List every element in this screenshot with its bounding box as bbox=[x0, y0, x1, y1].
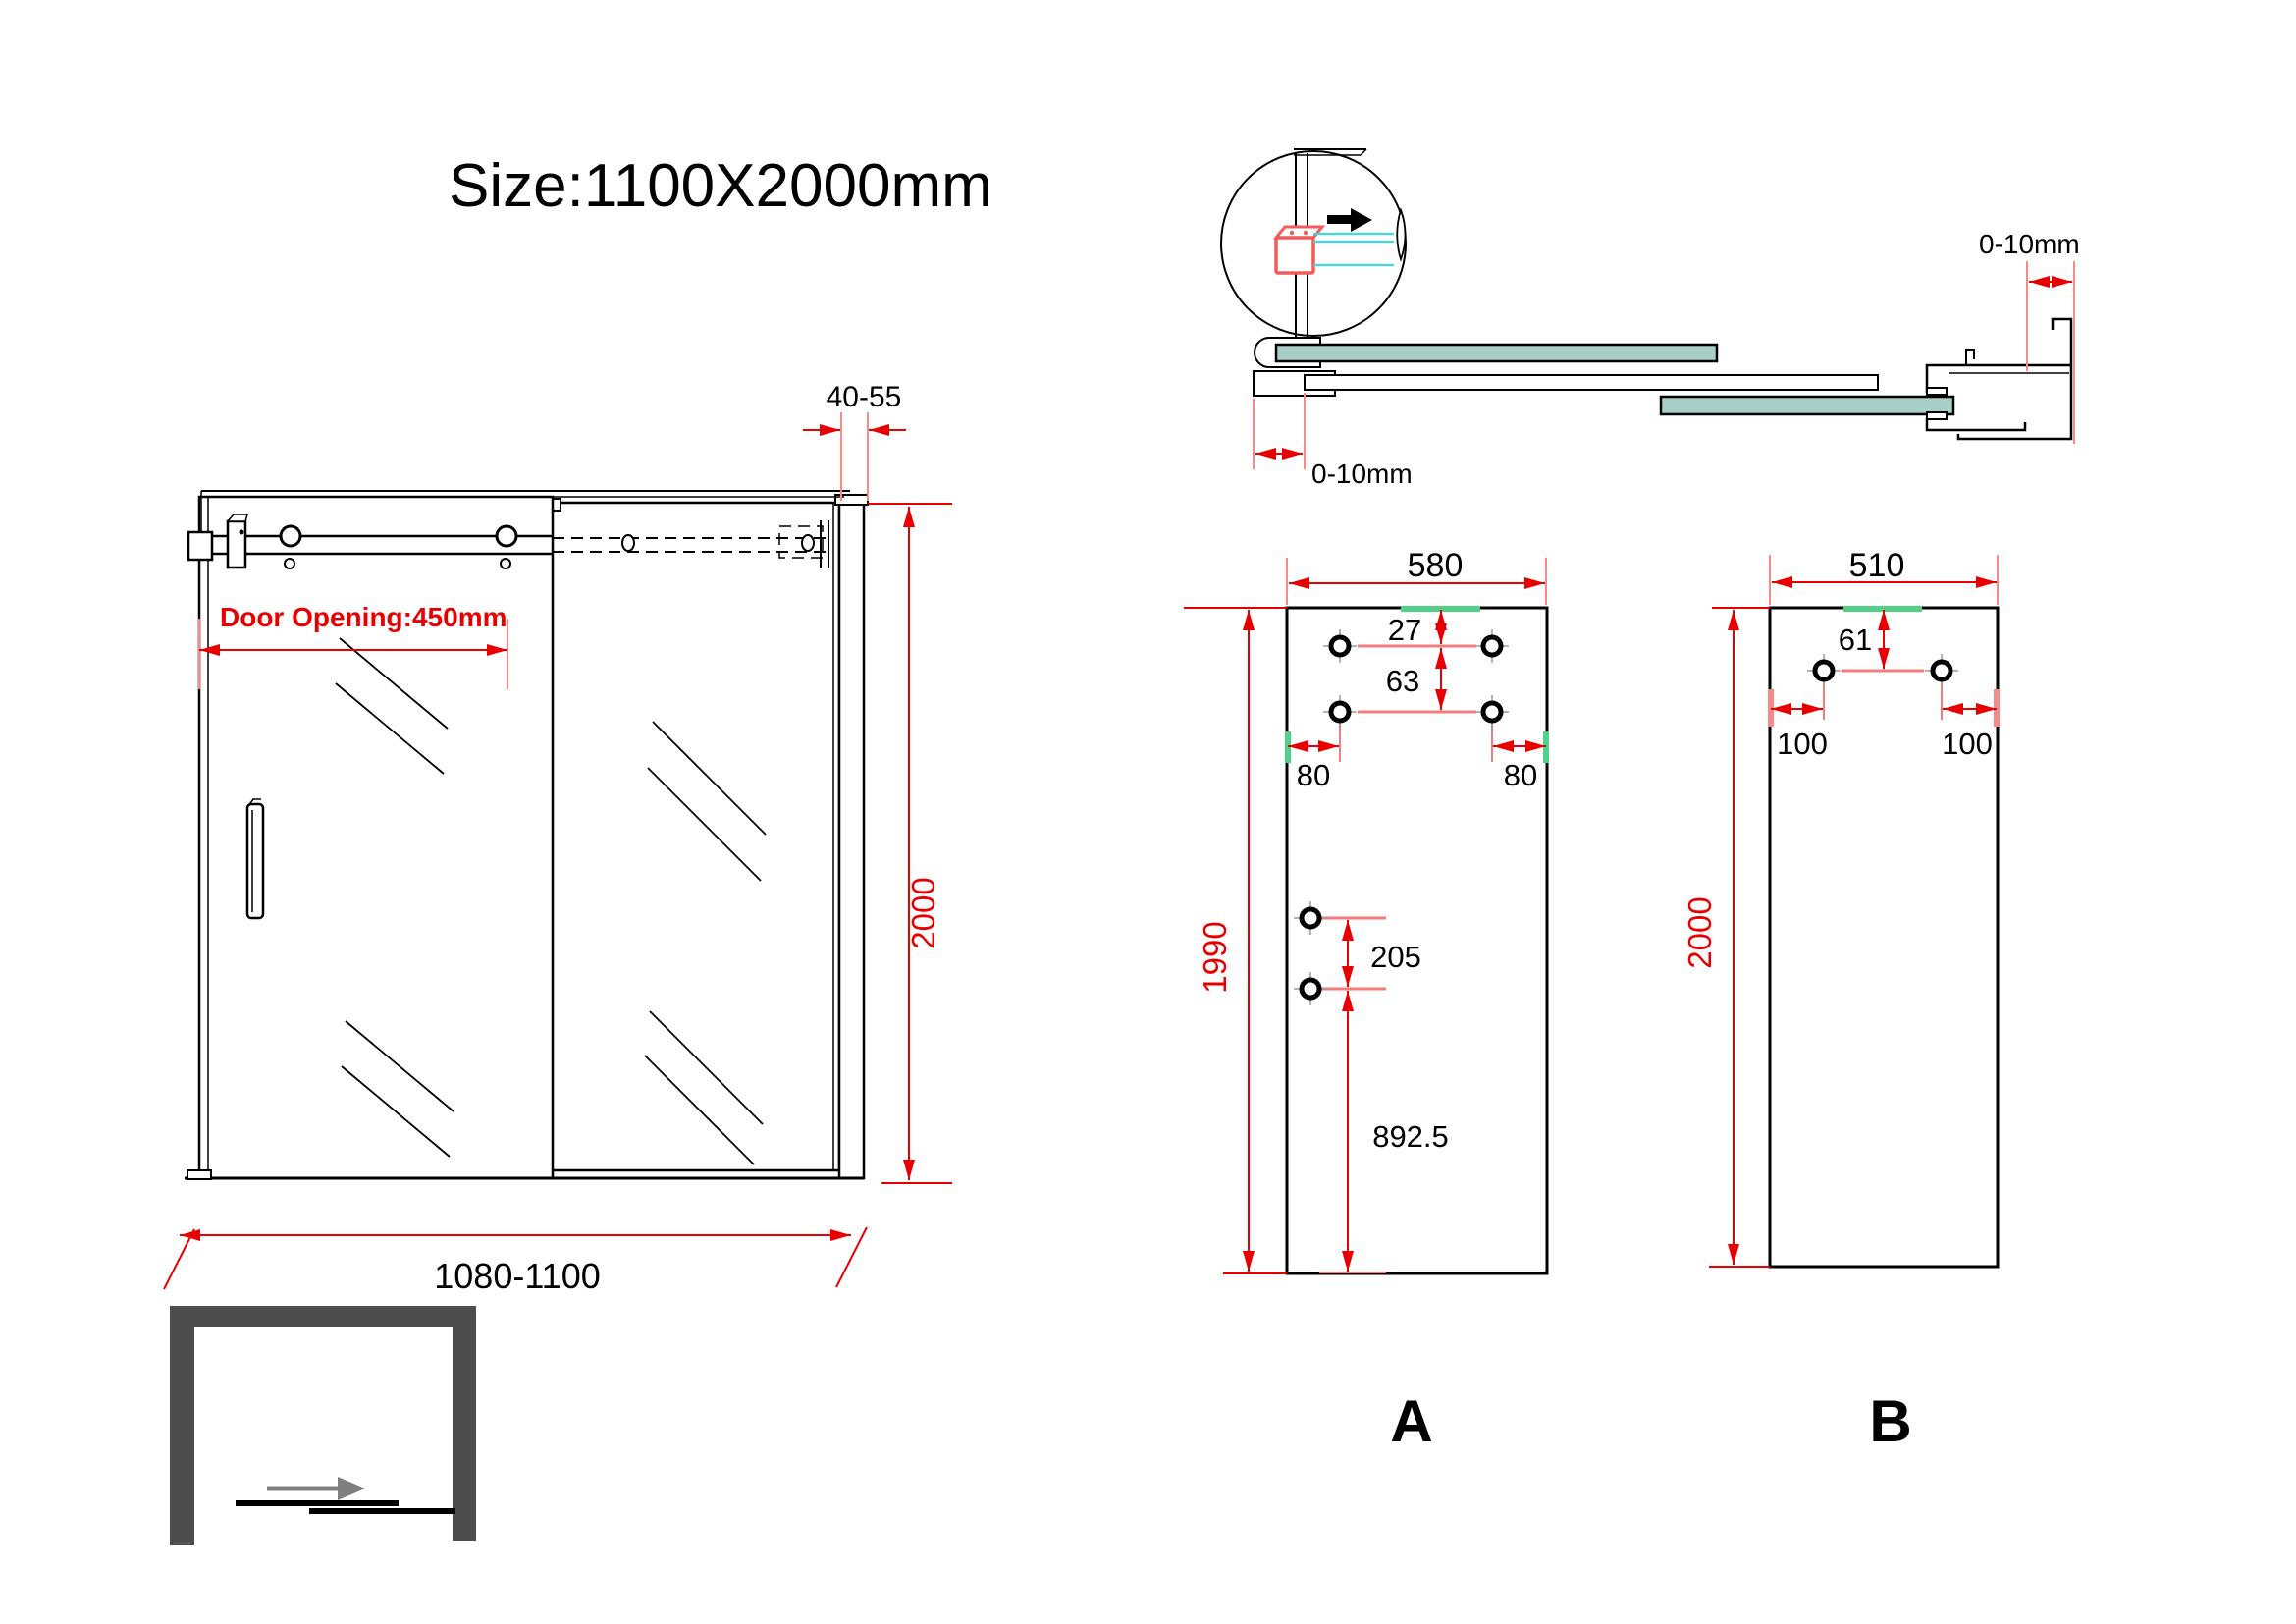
panel-a-height-label: 1990 bbox=[1197, 921, 1233, 994]
panel-b-dim-61-label: 61 bbox=[1838, 623, 1873, 657]
wall-profile-dim-label: 40-55 bbox=[826, 381, 902, 413]
panel-b-drawing bbox=[1682, 547, 1998, 1454]
icon-right-column bbox=[453, 1306, 476, 1541]
detail-circle bbox=[1221, 149, 1406, 344]
track-rail-plan bbox=[1305, 375, 1878, 390]
front-height-dim-label: 2000 bbox=[905, 877, 941, 949]
front-view bbox=[164, 381, 952, 1296]
track-end-cap bbox=[188, 532, 212, 560]
front-width-dim-label: 1080-1100 bbox=[434, 1256, 601, 1296]
panel-b-width-label: 510 bbox=[1848, 547, 1905, 584]
panel-b-width-dimension bbox=[1770, 547, 1998, 605]
panel-a-width-label: 580 bbox=[1407, 547, 1464, 584]
panel-a-dim-8925-label: 892.5 bbox=[1372, 1119, 1449, 1154]
front-width-dimension bbox=[164, 1227, 867, 1296]
page-title: Size:1100X2000mm bbox=[449, 152, 992, 220]
panel-b-outline bbox=[1770, 608, 1998, 1267]
panel-b-height-dimension bbox=[1682, 608, 1770, 1267]
glass-edge-profile bbox=[1397, 210, 1405, 259]
wall-profile-dimension bbox=[803, 381, 906, 501]
panel-b-label: B bbox=[1869, 1388, 1912, 1454]
door-opening-label: Door Opening:450mm bbox=[220, 602, 507, 632]
icon-left-column bbox=[170, 1306, 194, 1545]
front-height-dimension bbox=[868, 504, 952, 1183]
fixed-glass-plan bbox=[1276, 345, 1717, 361]
icon-slide-direction-arrow bbox=[267, 1477, 365, 1500]
panel-a-dim-205-label: 205 bbox=[1370, 940, 1421, 974]
plan-left-gap-dimension bbox=[1254, 393, 1413, 489]
panel-b-height-label: 2000 bbox=[1682, 896, 1718, 969]
panel-a-width-dimension bbox=[1287, 547, 1546, 605]
panel-a-dim-27-label: 27 bbox=[1387, 613, 1422, 647]
plan-left-gap-label: 0-10mm bbox=[1311, 459, 1413, 489]
door-handle bbox=[247, 799, 263, 918]
panel-b-dim-100-right-label: 100 bbox=[1942, 727, 1993, 761]
plan-right-gap-dimension bbox=[1979, 229, 2080, 444]
wall-profile-plan bbox=[1927, 319, 2071, 439]
sliding-glass-plan bbox=[1661, 397, 1953, 414]
sliding-door-layout-icon bbox=[170, 1306, 476, 1545]
track-bracket bbox=[228, 514, 247, 568]
sliding-glass-door bbox=[199, 497, 553, 1178]
panel-a-dim-80-right-label: 80 bbox=[1503, 758, 1538, 792]
fixed-glass-panel bbox=[543, 499, 839, 1170]
panel-a-drawing bbox=[1184, 547, 1547, 1454]
icon-top-bar bbox=[170, 1306, 476, 1327]
plan-right-gap-label: 0-10mm bbox=[1979, 229, 2080, 259]
panel-a-height-dimension bbox=[1184, 608, 1287, 1273]
panel-a-label: A bbox=[1390, 1388, 1433, 1454]
wall-profile-front bbox=[835, 495, 868, 1178]
panel-b-dim-100-left-label: 100 bbox=[1777, 727, 1828, 761]
panel-a-dim-63-label: 63 bbox=[1385, 664, 1420, 698]
panel-a-dim-80-left-label: 80 bbox=[1296, 758, 1331, 792]
